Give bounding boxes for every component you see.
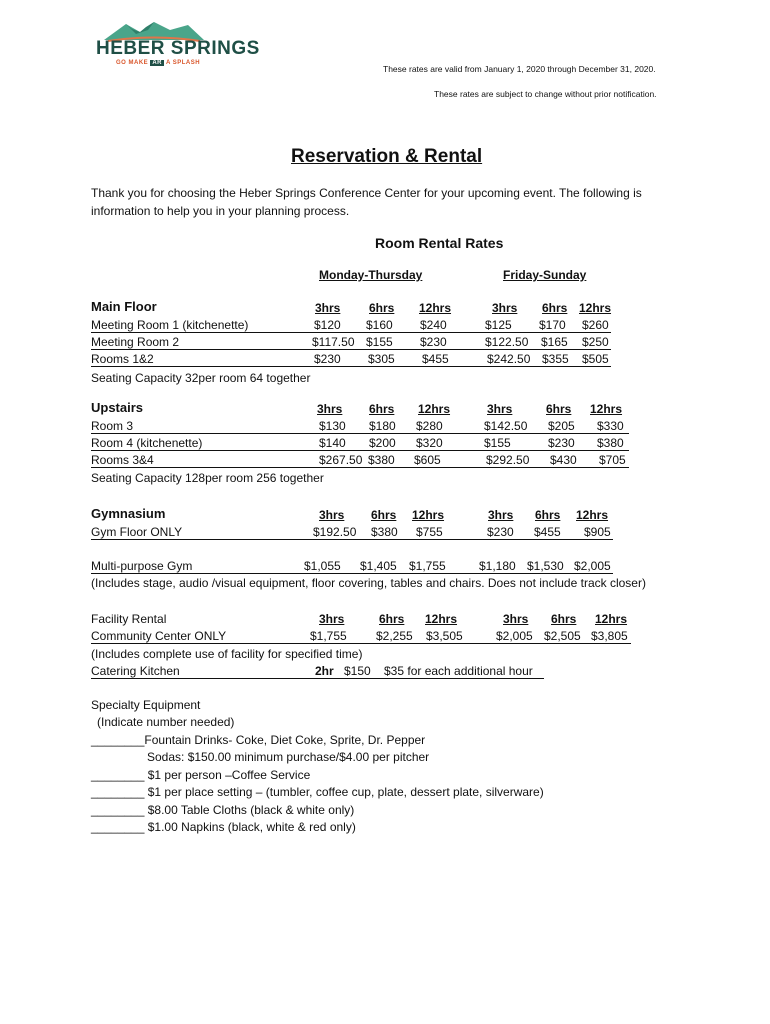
facility-note: (Includes complete use of facility for specified time) [91, 647, 363, 661]
row-underline [91, 433, 629, 434]
cell: $2,505 [544, 629, 581, 643]
col-12hrs: 12hrs [419, 301, 452, 315]
col-12hrs-weekend: 12hrs [595, 612, 628, 626]
cell: $2,005 [496, 629, 533, 643]
cell: $125 [485, 318, 512, 332]
cell: $505 [582, 352, 609, 366]
col-3hrs-weekend: 3hrs [492, 301, 518, 315]
col-6hrs: 6hrs [371, 508, 397, 522]
col-6hrs-weekend: 6hrs [551, 612, 577, 626]
catering-price: $150 [344, 664, 371, 678]
cell: $180 [369, 419, 396, 433]
cell: $230 [548, 436, 575, 450]
col-3hrs-weekend: 3hrs [487, 402, 513, 416]
cell: $142.50 [484, 419, 528, 433]
cell: $122.50 [485, 335, 529, 349]
multi-gym-note: (Includes stage, audio /visual equipment, floor covering, tables and chairs. Does not include track closer) [91, 576, 646, 590]
intro-line-1: Thank you for choosing the Heber Springs Conference Center for your upcoming event. The following is [91, 186, 642, 200]
intro-line-2: information to help you in your planning process. [91, 204, 350, 218]
list-item: ________Fountain Drinks- Coke, Diet Coke, Sprite, Dr. Pepper [91, 733, 426, 747]
catering-duration: 2hr [315, 664, 334, 678]
list-item: ________ $1 per place setting – (tumbler, coffee cup, plate, dessert plate, silverware) [91, 785, 544, 799]
cell: $280 [416, 419, 443, 433]
col-12hrs: 12hrs [412, 508, 445, 522]
cell: $705 [599, 453, 626, 467]
cell: $230 [420, 335, 447, 349]
cell: $1,405 [360, 559, 397, 573]
row-underline [91, 678, 544, 679]
row-label: Community Center ONLY [91, 629, 227, 643]
row-label: Gym Floor ONLY [91, 525, 183, 539]
cell: $1,755 [409, 559, 446, 573]
logo-name: HEBER SPRINGS [96, 38, 260, 59]
list-item: ________ $1.00 Napkins (black, white & red only) [91, 820, 356, 834]
list-item: ________ $8.00 Table Cloths (black & white only) [91, 803, 355, 817]
col-12hrs: 12hrs [425, 612, 458, 626]
period-weekday: Monday-Thursday [319, 268, 423, 282]
row-underline [91, 643, 631, 644]
col-6hrs-weekend: 6hrs [535, 508, 561, 522]
row-underline [91, 573, 613, 574]
col-6hrs: 6hrs [369, 402, 395, 416]
col-3hrs: 3hrs [319, 508, 345, 522]
cell: $205 [548, 419, 575, 433]
specialty-instruction: (Indicate number needed) [97, 715, 235, 729]
list-item: Sodas: $150.00 minimum purchase/$4.00 per pitcher [147, 750, 430, 764]
cell: $160 [366, 318, 393, 332]
capacity-main-floor: Seating Capacity 32per room 64 together [91, 371, 311, 385]
rates-title: Room Rental Rates [375, 235, 504, 251]
section-upstairs: Upstairs [91, 400, 144, 415]
cell: $755 [416, 525, 443, 539]
col-6hrs: 6hrs [369, 301, 395, 315]
section-gymnasium: Gymnasium [91, 506, 166, 521]
cell: $3,805 [591, 629, 628, 643]
col-3hrs-weekend: 3hrs [503, 612, 529, 626]
cell: $305 [368, 352, 395, 366]
cell: $2,255 [376, 629, 413, 643]
cell: $165 [541, 335, 568, 349]
cell: $267.50 [319, 453, 363, 467]
cell: $240 [420, 318, 447, 332]
cell: $380 [371, 525, 398, 539]
cell: $292.50 [486, 453, 530, 467]
row-underline [91, 366, 611, 367]
cell: $155 [484, 436, 511, 450]
row-underline [91, 332, 611, 333]
col-3hrs: 3hrs [319, 612, 345, 626]
cell: $905 [584, 525, 611, 539]
row-underline [91, 450, 629, 451]
cell: $260 [582, 318, 609, 332]
cell: $230 [487, 525, 514, 539]
cell: $170 [539, 318, 566, 332]
cell: $455 [422, 352, 449, 366]
cell: $120 [314, 318, 341, 332]
row-label: Room 4 (kitchenette) [91, 436, 203, 450]
col-6hrs-weekend: 6hrs [542, 301, 568, 315]
cell: $1,530 [527, 559, 564, 573]
cell: $140 [319, 436, 346, 450]
cell: $230 [314, 352, 341, 366]
logo-tagline-badge: AR [152, 60, 163, 66]
row-label: Catering Kitchen [91, 664, 180, 678]
list-item: ________ $1 per person –Coffee Service [91, 768, 311, 782]
logo-tagline-left: GO MAKE [116, 60, 149, 66]
cell: $242.50 [487, 352, 531, 366]
row-label: Meeting Room 1 (kitchenette) [91, 318, 249, 332]
col-12hrs-weekend: 12hrs [590, 402, 623, 416]
col-3hrs: 3hrs [315, 301, 341, 315]
cell: $130 [319, 419, 346, 433]
col-6hrs: 6hrs [379, 612, 405, 626]
col-12hrs: 12hrs [418, 402, 451, 416]
row-label: Meeting Room 2 [91, 335, 180, 349]
row-underline [91, 349, 611, 350]
section-main-floor: Main Floor [91, 299, 157, 314]
cell: $250 [582, 335, 609, 349]
cell: $430 [550, 453, 577, 467]
cell: $330 [597, 419, 624, 433]
col-3hrs-weekend: 3hrs [488, 508, 514, 522]
cell: $200 [369, 436, 396, 450]
row-underline [91, 467, 629, 468]
cell: $2,005 [574, 559, 611, 573]
col-12hrs-weekend: 12hrs [579, 301, 612, 315]
catering-extra: $35 for each additional hour [384, 664, 533, 678]
section-specialty-equipment: Specialty Equipment [91, 698, 201, 712]
cell: $455 [534, 525, 561, 539]
cell: $3,505 [426, 629, 463, 643]
cell: $380 [597, 436, 624, 450]
col-3hrs: 3hrs [317, 402, 343, 416]
col-6hrs-weekend: 6hrs [546, 402, 572, 416]
cell: $320 [416, 436, 443, 450]
logo [96, 18, 260, 73]
logo-tagline-right: A SPLASH [165, 60, 201, 66]
cell: $155 [366, 335, 393, 349]
cell: $1,180 [479, 559, 516, 573]
cell: $605 [414, 453, 441, 467]
capacity-upstairs: Seating Capacity 128per room 256 together [91, 471, 324, 485]
row-label: Multi-purpose Gym [91, 559, 193, 573]
validity-note: These rates are valid from January 1, 2020 through December 31, 2020. [383, 64, 656, 74]
change-notice: These rates are subject to change without prior notification. [434, 89, 657, 99]
cell: $355 [542, 352, 569, 366]
cell: $192.50 [313, 525, 357, 539]
section-facility-rental: Facility Rental [91, 612, 167, 626]
row-label: Rooms 1&2 [91, 352, 154, 366]
row-label: Room 3 [91, 419, 134, 433]
period-weekend: Friday-Sunday [503, 268, 587, 282]
row-label: Rooms 3&4 [91, 453, 154, 467]
cell: $380 [368, 453, 395, 467]
cell: $1,755 [310, 629, 347, 643]
cell: $1,055 [304, 559, 341, 573]
row-underline [91, 539, 613, 540]
cell: $117.50 [312, 335, 355, 349]
page-title: Reservation & Rental [291, 146, 483, 167]
col-12hrs-weekend: 12hrs [576, 508, 609, 522]
